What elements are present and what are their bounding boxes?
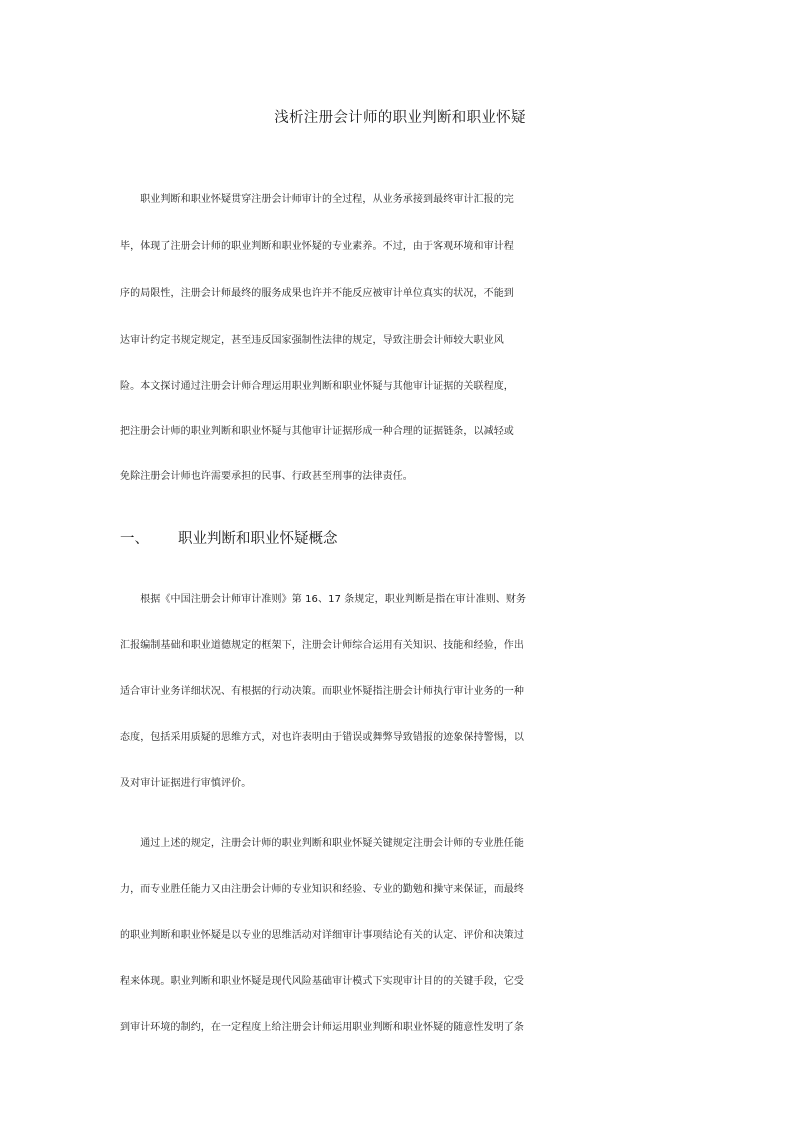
paragraph-line: 到审计环境的制约，在一定程度上给注册会计师运用职业判断和职业怀疑的随意性发明了条: [120, 1022, 524, 1033]
paragraph-line: 通过上述的规定，注册会计师的职业判断和职业怀疑关键规定注册会计师的专业胜任能: [120, 838, 524, 849]
paragraph-line: 的职业判断和职业怀疑是以专业的思维活动对详细审计事项结论有关的认定、评价和决策过: [120, 930, 524, 941]
document-title: 浅析注册会计师的职业判断和职业怀疑: [274, 110, 526, 126]
paragraph-line: 达审计约定书规定规定，甚至违反国家强制性法律的规定，导致注册会计师较大职业风: [120, 335, 504, 346]
paragraph-line: 根据《中国注册会计师审计准则》第 16、17 条规定，职业判断是指在审计准则、财务: [120, 594, 527, 605]
paragraph-line: 毕，体现了注册会计师的职业判断和职业怀疑的专业素养。不过，由于客观环境和审计程: [120, 241, 514, 252]
paragraph-line: 险。本文探讨通过注册会计师合理运用职业判断和职业怀疑与其他审计证据的关联程度，: [120, 381, 514, 392]
paragraph-line: 序的局限性，注册会计师最终的服务成果也许并不能反应被审计单位真实的状况，不能到: [120, 288, 514, 299]
paragraph-line: 态度，包括采用质疑的思维方式，对也许表明由于错误或舞弊导致错报的迹象保持警惕，以: [120, 732, 524, 743]
paragraph-line: 及对审计证据进行审慎评价。: [120, 778, 252, 789]
paragraph-line: 把注册会计师的职业判断和职业怀疑与其他审计证据形成一种合理的证据链条，以减轻或: [120, 426, 514, 437]
paragraph-line: 免除注册会计师也许需要承担的民事、行政甚至刑事的法律责任。: [120, 471, 413, 482]
paragraph-line: 职业判断和职业怀疑贯穿注册会计师审计的全过程，从业务承接到最终审计汇报的完: [120, 194, 514, 205]
section-number: 一、: [120, 531, 149, 547]
paragraph-line: 适合审计业务详细状况、有根据的行动决策。而职业怀疑指注册会计师执行审计业务的一种: [120, 686, 524, 697]
section-title: 职业判断和职业怀疑概念: [178, 531, 338, 547]
paragraph-line: 程来体现。职业判断和职业怀疑是现代风险基础审计模式下实现审计目的的关键手段，它受: [120, 976, 524, 987]
paragraph-line: 力，而专业胜任能力又由注册会计师的专业知识和经验、专业的勤勉和操守来保证，而最终: [120, 884, 524, 895]
paragraph-line: 汇报编制基础和职业道德规定的框架下，注册会计师综合运用有关知识、技能和经验，作出: [120, 640, 524, 651]
